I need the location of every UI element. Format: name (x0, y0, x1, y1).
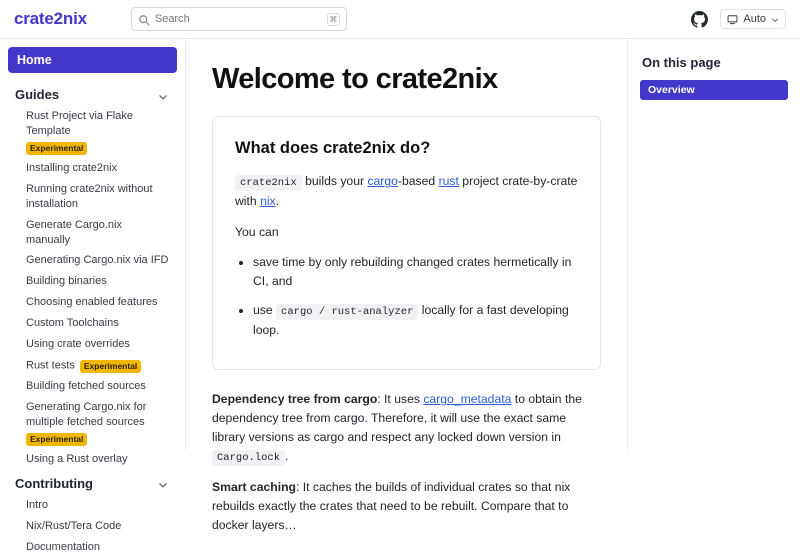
theme-selector[interactable] (720, 9, 786, 29)
text-fragment: to obtain the dependency tree from cargo. Therefore, it will use the exact same library versions as cargo and respect any locked down version in (212, 392, 582, 445)
paragraph-smart-caching (212, 478, 601, 535)
brand-logo[interactable]: crate2nix (14, 9, 87, 28)
link-cargo-metadata[interactable]: cargo_metadata (423, 392, 512, 407)
monitor-icon (727, 14, 738, 25)
sidebar-item-running-without-install[interactable] (8, 179, 177, 215)
text-fragment: : It uses (377, 392, 424, 407)
search-box[interactable] (131, 7, 347, 31)
sidebar-item-flake-template[interactable] (8, 106, 177, 158)
sidebar-group-contributing[interactable] (8, 472, 177, 495)
sidebar-item-rust-tests[interactable] (8, 355, 177, 376)
sidebar-item-label: Installing crate2nix (26, 162, 118, 175)
sidebar-group-guides[interactable] (8, 83, 177, 106)
sidebar-item-label: Choosing enabled features (26, 296, 158, 309)
sidebar-item-label: Using a Rust overlay (26, 453, 128, 466)
sidebar-item-label: Running crate2nix without installation (26, 183, 153, 210)
sidebar-group-label: Guides (15, 87, 60, 102)
search-icon (138, 13, 150, 25)
callout-intro-paragraph (235, 172, 578, 210)
sidebar-item-label: Generating Cargo.nix via IFD (26, 254, 169, 267)
inline-code-crate2nix: crate2nix (235, 175, 302, 191)
status-badge: Experimental (26, 433, 87, 446)
list-item: • save time by only rebuilding changed crates hermetically in CI, and (253, 253, 578, 291)
sidebar-item-label: Rust Project via Flake Template (26, 110, 133, 137)
sidebar-item-label: Intro (26, 498, 49, 511)
sidebar-item-label: Generate Cargo.nix manually (26, 218, 122, 246)
paragraph-lead: Dependency tree from cargo (212, 392, 378, 407)
header-actions (691, 9, 786, 29)
callout-bullet-list (235, 253, 578, 339)
search-input[interactable] (150, 13, 327, 25)
sidebar-item-building-fetched-sources[interactable] (8, 376, 177, 397)
sidebar-item-label: Rust tests (26, 359, 75, 372)
inline-code-cargo-lock: Cargo.lock (212, 450, 285, 466)
link-cargo[interactable]: cargo (367, 174, 398, 189)
text-fragment: locally for a fast developing loop. (253, 303, 569, 337)
sidebar-item-generate-cargonix-ifd[interactable] (8, 250, 177, 271)
callout-you-can: You can (235, 224, 279, 239)
paragraph-lead: Smart caching (212, 480, 296, 495)
sidebar-item-nix-rust-tera-code[interactable] (8, 516, 177, 537)
chevron-down-icon (158, 478, 168, 488)
text-fragment: . (275, 193, 280, 208)
text-fragment: : It caches the builds of individual crates so that nix rebuilds exactly the crates that need to be rebuilt. Compare that to docker layers… (212, 480, 571, 533)
link-nix[interactable]: nix (260, 193, 276, 208)
text-fragment: . (285, 449, 289, 464)
sidebar-item-label: Nix/Rust/Tera Code (26, 519, 122, 532)
toc-title: On this page (642, 55, 721, 70)
link-rust[interactable]: rust (438, 174, 459, 189)
sidebar-item-rust-overlay[interactable] (8, 449, 177, 470)
chevron-down-icon (771, 15, 779, 23)
sidebar-item-intro[interactable] (8, 495, 177, 516)
sidebar-item-label: Custom Toolchains (26, 316, 119, 329)
sidebar-item-home[interactable]: Home (8, 47, 177, 73)
sidebar-item-multiple-fetched-sources[interactable] (8, 397, 177, 449)
text-fragment: use (253, 303, 277, 318)
sidebar-item-label: Building fetched sources (26, 380, 146, 393)
inline-code-cargo-rust-analyzer: cargo / rust-analyzer (276, 304, 418, 320)
status-badge: Experimental (26, 142, 87, 155)
sidebar-item-label: Building binaries (26, 275, 107, 288)
paragraph-dependency-tree (212, 390, 601, 466)
sidebar-group-label: Contributing (15, 475, 93, 491)
sidebar-item-installing[interactable] (8, 158, 177, 179)
chevron-down-icon (158, 90, 168, 100)
sidebar-item-label: Generating Cargo.nix for multiple fetched sources (26, 400, 147, 428)
top-header (0, 0, 800, 39)
text-fragment: builds your (301, 174, 368, 189)
sidebar-nav (0, 39, 186, 553)
text-fragment: -based (397, 174, 439, 189)
text-fragment: project crate-by-crate with (235, 174, 578, 208)
status-badge: Experimental (80, 360, 141, 373)
sidebar-item-documentation[interactable] (8, 537, 177, 557)
sidebar-item-crate-overrides[interactable] (8, 334, 177, 355)
sidebar-item-label: Using crate overrides (26, 337, 130, 350)
page-body (0, 39, 800, 553)
callout-heading: What does crate2nix do? (235, 139, 431, 158)
sidebar-item-building-binaries[interactable] (8, 271, 177, 292)
github-icon[interactable] (691, 11, 708, 28)
table-of-contents (628, 39, 800, 450)
sidebar-item-custom-toolchains[interactable] (8, 313, 177, 334)
sidebar-item-label: Documentation (26, 540, 100, 553)
toc-item-overview[interactable]: Overview (640, 80, 788, 100)
search-shortcut-key: ⌘ (327, 13, 340, 26)
sidebar-item-enabled-features[interactable] (8, 292, 177, 313)
main-content (186, 39, 628, 533)
sidebar-item-generate-cargonix-manually[interactable] (8, 215, 177, 251)
list-item (253, 301, 578, 339)
theme-label: Auto (743, 13, 766, 25)
page-title: Welcome to crate2nix (212, 63, 498, 95)
callout-box (212, 116, 601, 370)
